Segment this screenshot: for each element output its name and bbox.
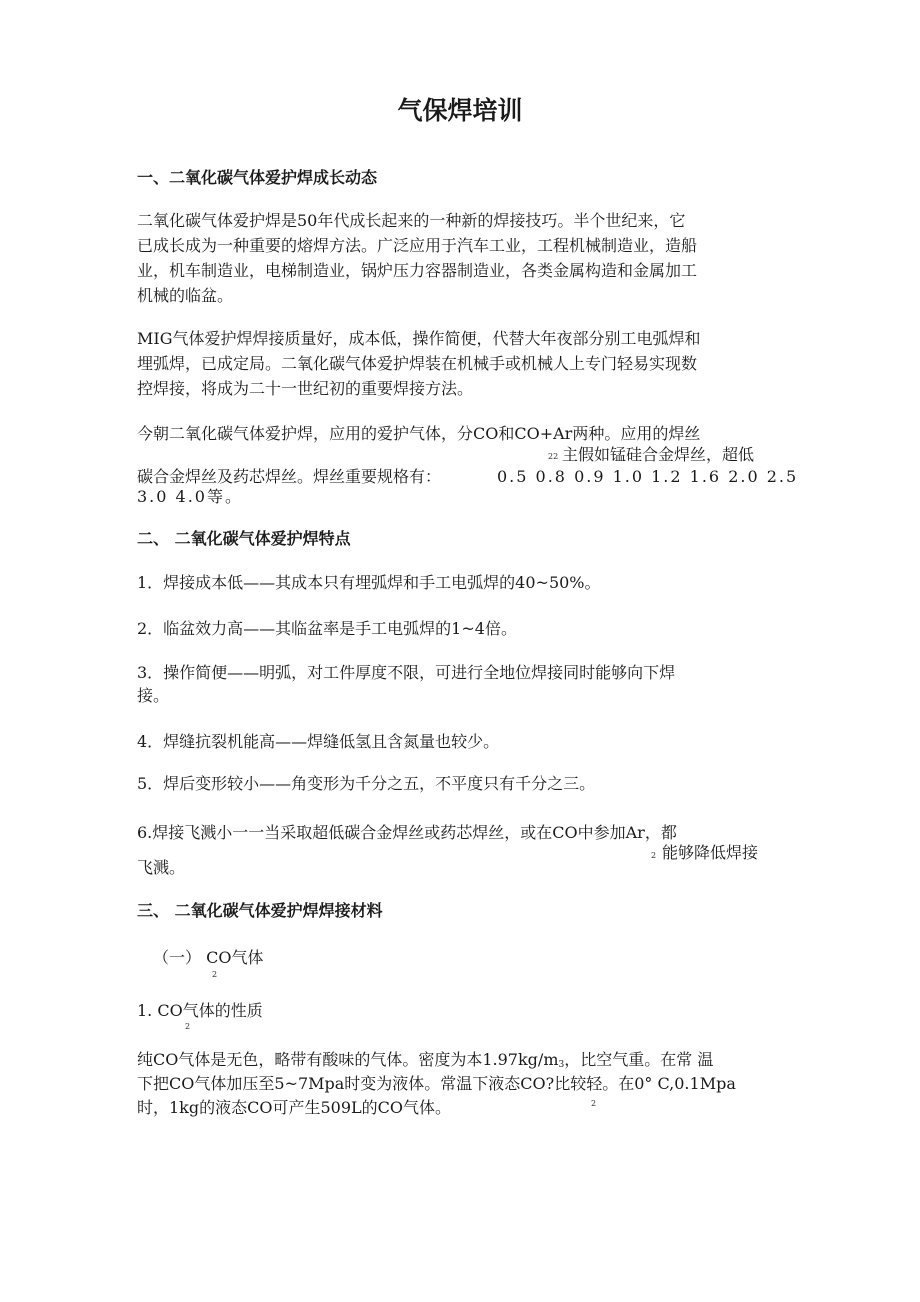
list-item: 5．焊后变形较小——角变形为千分之五，不平度只有千分之三。 bbox=[137, 774, 596, 793]
paragraph-line: 时，1kg的液态CO可产生509L的CO气体。 bbox=[137, 1098, 452, 1117]
subscript-mark: 2 bbox=[212, 970, 218, 979]
wire-specs: 0.5 0.8 0.9 1.0 1.2 1.6 2.0 2.5 bbox=[497, 467, 799, 486]
superscript-mark: 3 bbox=[558, 1060, 565, 1070]
section-heading-2: 二、 二氧化碳气体爱护焊特点 bbox=[137, 529, 351, 548]
paragraph-line: 碳合金焊丝及药芯焊丝。焊丝重要规格有： bbox=[137, 467, 442, 486]
list-item: 1．焊接成本低——其成本只有埋弧焊和手工电弧焊的40~50%。 bbox=[137, 573, 601, 592]
paragraph-line: 二氧化碳气体爱护焊是50年代成长起来的一种新的焊接技巧。半个世纪来，它 bbox=[137, 211, 686, 230]
list-item: 4．焊缝抗裂机能高——焊缝低氢且含氮量也较少。 bbox=[137, 732, 500, 751]
paragraph-line: 今朝二氧化碳气体爱护焊，应用的爱护气体，分CO和CO+Ar两种。应用的焊丝 bbox=[137, 424, 701, 443]
numbered-heading: 1. CO气体的性质 bbox=[137, 1001, 263, 1020]
sub-heading: （一） CO气体 bbox=[153, 948, 264, 967]
subscript-mark: 2 bbox=[651, 851, 657, 860]
paragraph-line: 埋弧焊，已成定局。二氧化碳气体爱护焊装在机械手或机械人上专门轻易实现数 bbox=[137, 354, 698, 373]
paragraph-line: 主假如锰硅合金焊丝，超低 bbox=[562, 445, 755, 464]
paragraph-line: 控焊接，将成为二十一世纪初的重要焊接方法。 bbox=[137, 379, 474, 398]
subscript-mark: 22 bbox=[548, 452, 559, 461]
list-item: 2．临盆效力高——其临盆率是手工电弧焊的1~4倍。 bbox=[137, 619, 517, 638]
paragraph-text: ，比空气重。在常 温 bbox=[564, 1050, 714, 1069]
paragraph-line: 机械的临盆。 bbox=[137, 286, 234, 305]
paragraph-line: 3.0 4.0等。 bbox=[137, 487, 243, 506]
section-heading-1: 一、二氧化碳气体爱护焊成长动态 bbox=[137, 168, 378, 187]
paragraph-line: 下把CO气体加压至5~7Mpa时变为液体。常温下液态CO?比较轻。在0° C,0.1Mpa bbox=[137, 1074, 736, 1093]
paragraph-line: 业，机车制造业，电梯制造业，锅炉压力容器制造业，各类金属构造和金属加工 bbox=[137, 261, 698, 280]
list-item: 3．操作简便——明弧，对工件厚度不限，可进行全地位焊接同时能够向下焊 bbox=[137, 663, 676, 682]
subscript-mark: 2 bbox=[591, 1099, 597, 1108]
paragraph-line: 已成长成为一种重要的熔焊方法。广泛应用于汽车工业，工程机械制造业，造船 bbox=[137, 236, 698, 255]
subscript-mark: 2 bbox=[185, 1022, 191, 1031]
page-title: 气保焊培训 bbox=[397, 96, 523, 125]
list-item: 飞溅。 bbox=[137, 858, 186, 877]
list-item: 6.焊接飞溅小一一当采取超低碳合金焊丝或药芯焊丝，或在CO中参加Ar，都 bbox=[137, 823, 677, 842]
section-heading-3: 三、 二氧化碳气体爱护焊焊接材料 bbox=[137, 901, 383, 920]
paragraph-text: 纯CO气体是无色，略带有酸味的气体。密度为本1.97kg/m bbox=[137, 1050, 559, 1069]
list-item: 能够降低焊接 bbox=[662, 843, 759, 862]
paragraph-line: MIG气体爱护焊焊接质量好，成本低，操作简便，代替大年夜部分别工电弧焊和 bbox=[137, 329, 701, 348]
list-item: 接。 bbox=[137, 686, 170, 705]
